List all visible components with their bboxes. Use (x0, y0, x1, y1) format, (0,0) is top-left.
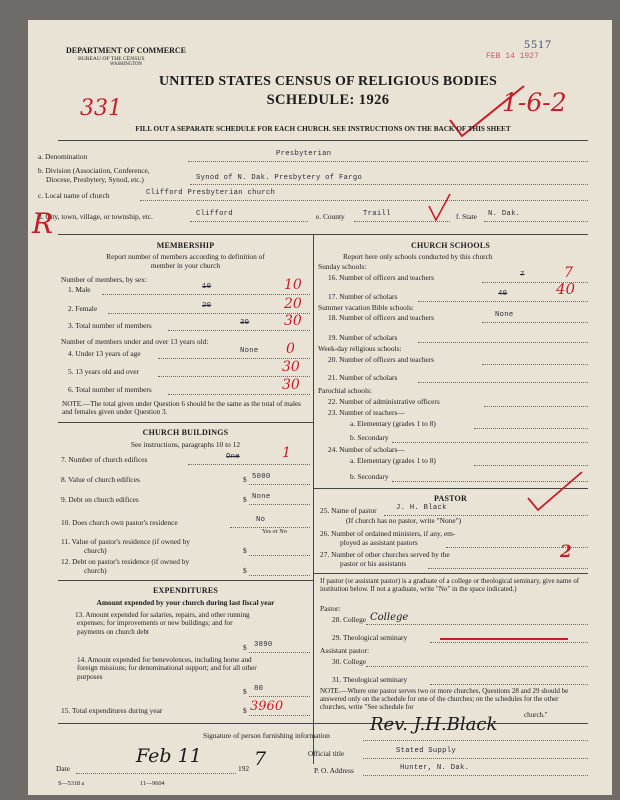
year-handwritten: 7 (254, 748, 267, 770)
handwritten-code: 1-6-2 (502, 88, 567, 117)
weekday-schools-label: Week-day religious schools: (318, 344, 402, 353)
q12-label-2: church) (84, 566, 107, 575)
q10-label: 10. Does church own pastor's residence (61, 518, 178, 527)
q8-typed: 5000 (252, 473, 271, 481)
q27-handwritten: 2 (560, 542, 572, 562)
q4-label: 4. Under 13 years of age (68, 349, 141, 358)
q11-dollar: $ (243, 546, 247, 555)
church-name-label: c. Local name of church (38, 191, 110, 200)
q24-label: 24. Number of scholars— (328, 445, 405, 454)
margin-mark-r: R (32, 207, 54, 240)
division-label-2: Diocese, Presbytery, Synod, etc.) (46, 175, 144, 184)
bureau-line: BUREAU OF THE CENSUS (78, 56, 145, 62)
q7-label: 7. Number of church edifices (61, 455, 148, 464)
state-label: f. State (456, 212, 477, 221)
official-title-value: Stated Supply (396, 747, 456, 755)
buildings-see: See instructions, paragraphs 10 to 12 (130, 440, 241, 449)
q22-label: 22. Number of administrative officers (328, 397, 440, 406)
q1-handwritten: 10 (284, 277, 302, 293)
signature-value: Rev. J.H.Black (370, 714, 498, 735)
q23-label: 23. Number of teachers— (328, 408, 405, 417)
assistant-pastor-label: Assistant pastor: (320, 646, 370, 655)
address-label: P. O. Address (314, 766, 354, 775)
city-value: Clifford (196, 210, 233, 218)
q16-label: 16. Number of officers and teachers (328, 273, 435, 282)
q15-dollar: $ (243, 706, 247, 715)
department-line: DEPARTMENT OF COMMERCE (66, 46, 187, 55)
q18-typed: None (495, 311, 514, 319)
q5-handwritten: 30 (282, 359, 300, 375)
q23b-label: b. Secondary (350, 433, 389, 442)
pastor-note: NOTE.—Where one pastor serves two or more churches, Questions 28 and 29 should be answered only on the schedule for one of the churches; on the schedules for the other churches, write "See schedule for (320, 687, 569, 712)
graduate-note: If pastor (or assistant pastor) is a graduate of a college or theological seminary, give name of institution below. If not a graduate, write "No" in the space indicated.) (320, 577, 580, 594)
schedule-title: SCHEDULE: 1926 (266, 92, 390, 108)
q13-label: 13. Amount expended for salaries, repairs, and other running expenses; for improvements or new buildings; and for payments on church debt (75, 611, 250, 636)
census-schedule-page (28, 20, 612, 795)
received-date-stamp: FEB 14 1927 (486, 52, 539, 61)
q31-label: 31. Theological seminary (332, 675, 408, 684)
expenditures-heading: EXPENDITURES (152, 586, 219, 595)
q8-dollar: $ (243, 475, 247, 484)
instruction-line: FILL OUT A SEPARATE SCHEDULE FOR EACH CHURCH. SEE INSTRUCTIONS ON THE BACK OF THIS SHEET (135, 125, 511, 133)
q14-dollar: $ (243, 687, 247, 696)
q2-handwritten: 20 (284, 296, 302, 312)
q24a-label: a. Elementary (grades 1 to 8) (350, 456, 436, 465)
schools-intro: Report here only schools conducted by this church (343, 252, 493, 261)
q26-label: 26. Number of ordained ministers, if any, em- (320, 529, 456, 538)
denomination-value: Presbyterian (276, 150, 332, 158)
pastor-check-mark (526, 468, 586, 514)
q11-label: 11. Value of pastor's residence (if owned by (61, 537, 190, 546)
sex-line: Number of members, by sex: (61, 275, 147, 284)
membership-note: NOTE.—The total given under Question 6 should be the same as the total of males and females given under Question 3. (62, 400, 301, 417)
address-value: Hunter, N. Dak. (400, 764, 470, 772)
q17-typed: 40 (498, 290, 508, 298)
q27-label: 27. Number of other churches served by the (320, 550, 450, 559)
q30-label: 30. College (332, 657, 367, 666)
q3-typed: 30 (240, 319, 250, 327)
schedule-number: 5517 (524, 37, 552, 51)
q1-typed: 10 (202, 283, 212, 291)
q19-label: 19. Number of scholars (328, 333, 398, 342)
q11-label-2: church) (84, 546, 107, 555)
year-prefix: 192 (238, 764, 250, 773)
q25-label: 25. Name of pastor (320, 506, 377, 515)
q14-label: 14. Amount expended for benevolences, including home and foreign missions; for denominational support; and for all other purposes (77, 656, 257, 681)
q27-label-2: pastor or his assistants (340, 559, 407, 568)
q21-label: 21. Number of scholars (328, 373, 398, 382)
church-name-value: Clifford Presbyterian church (146, 189, 276, 197)
q29-label: 29. Theological seminary (332, 633, 408, 642)
print-number: 11—9604 (140, 780, 165, 787)
buildings-heading: CHURCH BUILDINGS (142, 428, 229, 437)
pastor-sublabel: Pastor: (320, 604, 341, 613)
county-check-mark (426, 192, 454, 224)
membership-intro: Report number of members according to definition of (106, 252, 265, 261)
state-value: N. Dak. (488, 210, 521, 218)
q10-typed: No (256, 516, 266, 524)
q17-label: 17. Number of scholars (328, 292, 398, 301)
county-label: e. County (316, 212, 345, 221)
q8-label: 8. Value of church edifices (61, 475, 140, 484)
city-label: d. City, town, village, or township, etc. (38, 212, 153, 221)
q3-label: 3. Total number of members (68, 321, 152, 330)
q28-label: 28. College (332, 615, 367, 624)
division-value: Synod of N. Dak. Presbytery of Fargo (196, 174, 363, 182)
q9-dollar: $ (243, 495, 247, 504)
county-value: Traill (363, 210, 391, 218)
denomination-label: a. Denomination (38, 152, 88, 161)
q5-label: 5. 13 years old and over (68, 367, 140, 376)
q13-dollar: $ (243, 643, 247, 652)
age-line: Number of members under and over 13 years old: (61, 337, 209, 346)
q6-label: 6. Total number of members (68, 385, 152, 394)
city-line: WASHINGTON (110, 62, 142, 67)
q25-sub: (If church has no pastor, write "None") (346, 516, 462, 525)
pastor-heading: PASTOR (434, 494, 467, 503)
q23a-label: a. Elementary (grades 1 to 8) (350, 419, 436, 428)
official-title-label: Official title (308, 749, 345, 758)
expenditures-intro: Amount expended by your church during last fiscal year (96, 598, 275, 607)
date-label: Date (56, 764, 70, 773)
q2-label: 2. Female (68, 304, 98, 313)
q29-strikeout (440, 638, 568, 640)
q16-typed: 7 (520, 271, 525, 279)
q20-label: 20. Number of officers and teachers (328, 355, 435, 364)
q4-handwritten: 0 (286, 341, 295, 357)
sunday-schools-label: Sunday schools: (318, 262, 367, 271)
form-title: UNITED STATES CENSUS OF RELIGIOUS BODIES (158, 74, 497, 89)
q1-label: 1. Male (68, 285, 91, 294)
handwritten-file-number: 331 (80, 96, 122, 121)
q6-handwritten: 30 (282, 377, 300, 393)
signature-label: Signature of person furnishing information (203, 731, 330, 740)
q18-label: 18. Number of officers and teachers (328, 313, 435, 322)
q12-dollar: $ (243, 566, 247, 575)
q17-handwritten: 40 (556, 280, 576, 298)
q7-handwritten: 1 (282, 445, 291, 461)
summer-schools-label: Summer vacation Bible schools: (318, 303, 414, 312)
form-number: S—5318 a (58, 780, 85, 787)
q13-typed: 3890 (254, 641, 273, 649)
membership-intro-2: member in your church (150, 261, 221, 270)
q16-handwritten: 7 (564, 265, 573, 281)
q26-label-2: ployed as assistant pastors (340, 538, 418, 547)
schools-heading: CHURCH SCHOOLS (410, 241, 491, 250)
yes-no-hint: Yes or No (262, 528, 287, 535)
q14-typed: 80 (254, 685, 264, 693)
date-value: Feb 11 (136, 745, 202, 767)
q15-handwritten: 3960 (250, 699, 284, 714)
q12-label: 12. Debt on pastor's residence (if owned by (61, 557, 190, 566)
q9-typed: None (252, 493, 271, 501)
division-label: b. Division (Association, Conference, (38, 166, 150, 175)
parochial-schools-label: Parochial schools: (318, 386, 372, 395)
q7-typed: One (226, 453, 240, 461)
q28-handwritten: College (370, 612, 409, 623)
pastor-note-end: church." (524, 711, 548, 719)
q24b-label: b. Secondary (350, 472, 389, 481)
q3-handwritten: 30 (284, 313, 302, 329)
q4-typed: None (240, 347, 259, 355)
q9-label: 9. Debt on church edifices (61, 495, 139, 504)
q15-label: 15. Total expenditures during year (61, 706, 163, 715)
membership-heading: MEMBERSHIP (156, 241, 215, 250)
q25-typed: J. H. Black (396, 504, 447, 512)
q2-typed: 20 (202, 302, 212, 310)
